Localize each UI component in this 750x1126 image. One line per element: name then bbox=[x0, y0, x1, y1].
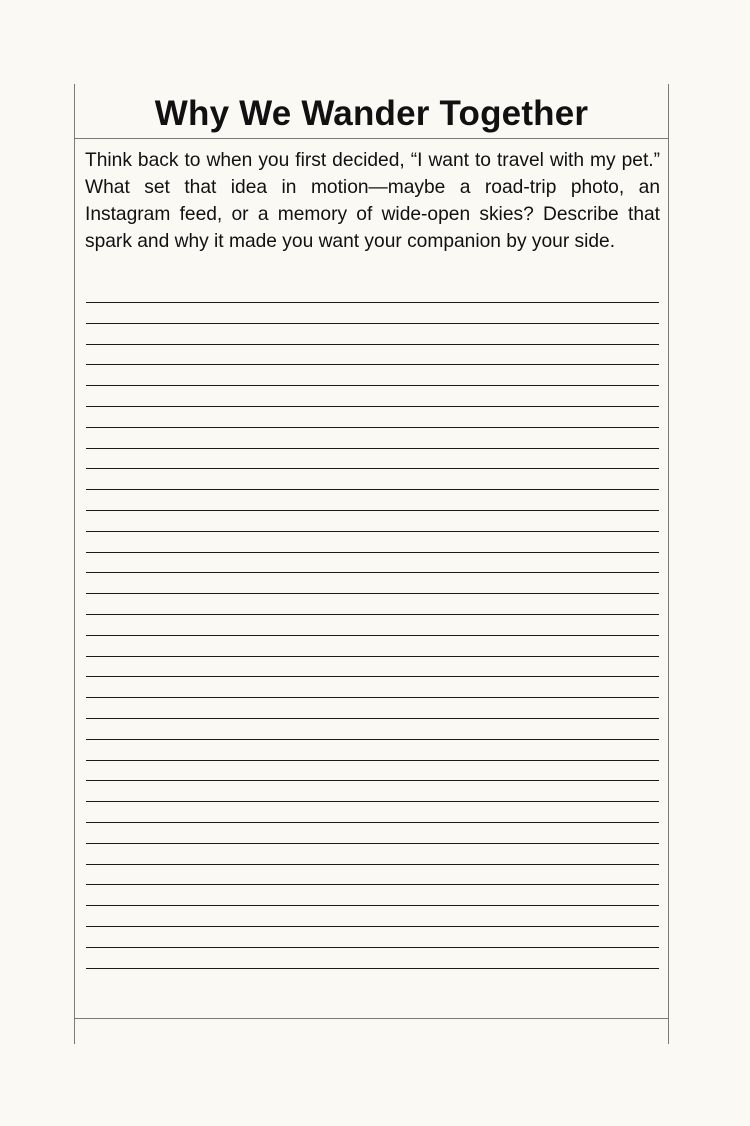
writing-line[interactable] bbox=[86, 635, 659, 636]
writing-line[interactable] bbox=[86, 968, 659, 969]
page-title: Why We Wander Together bbox=[154, 93, 589, 133]
writing-line[interactable] bbox=[86, 801, 659, 802]
writing-line[interactable] bbox=[86, 489, 659, 490]
writing-line[interactable] bbox=[86, 843, 659, 844]
writing-line[interactable] bbox=[86, 531, 659, 532]
journal-page-frame bbox=[74, 84, 669, 1044]
writing-line[interactable] bbox=[86, 676, 659, 677]
writing-line[interactable] bbox=[86, 427, 659, 428]
writing-line[interactable] bbox=[86, 822, 659, 823]
writing-line[interactable] bbox=[86, 864, 659, 865]
writing-line[interactable] bbox=[86, 926, 659, 927]
writing-line[interactable] bbox=[86, 510, 659, 511]
writing-line[interactable] bbox=[86, 947, 659, 948]
writing-line[interactable] bbox=[86, 697, 659, 698]
writing-line[interactable] bbox=[86, 739, 659, 740]
writing-line[interactable] bbox=[86, 780, 659, 781]
writing-line[interactable] bbox=[86, 614, 659, 615]
writing-line[interactable] bbox=[86, 718, 659, 719]
writing-line[interactable] bbox=[86, 344, 659, 345]
writing-line[interactable] bbox=[86, 656, 659, 657]
writing-line[interactable] bbox=[86, 302, 659, 303]
writing-line[interactable] bbox=[86, 760, 659, 761]
writing-line[interactable] bbox=[86, 905, 659, 906]
writing-line[interactable] bbox=[86, 884, 659, 885]
writing-line[interactable] bbox=[86, 593, 659, 594]
writing-line[interactable] bbox=[86, 468, 659, 469]
writing-line[interactable] bbox=[86, 448, 659, 449]
writing-lines-area[interactable] bbox=[86, 302, 659, 988]
writing-line[interactable] bbox=[86, 364, 659, 365]
writing-line[interactable] bbox=[86, 572, 659, 573]
journal-prompt: Think back to when you first decided, “I want to travel with my pet.” What set that idea in motion—maybe a road-trip photo, an Instagram feed, or a memory of wide-open skies? Describe that spark and why it made you want your companion by your side. bbox=[85, 150, 660, 252]
title-box bbox=[75, 84, 668, 139]
writing-line[interactable] bbox=[86, 406, 659, 407]
writing-line[interactable] bbox=[86, 323, 659, 324]
bottom-divider bbox=[75, 1018, 668, 1019]
writing-line[interactable] bbox=[86, 385, 659, 386]
writing-line[interactable] bbox=[86, 552, 659, 553]
